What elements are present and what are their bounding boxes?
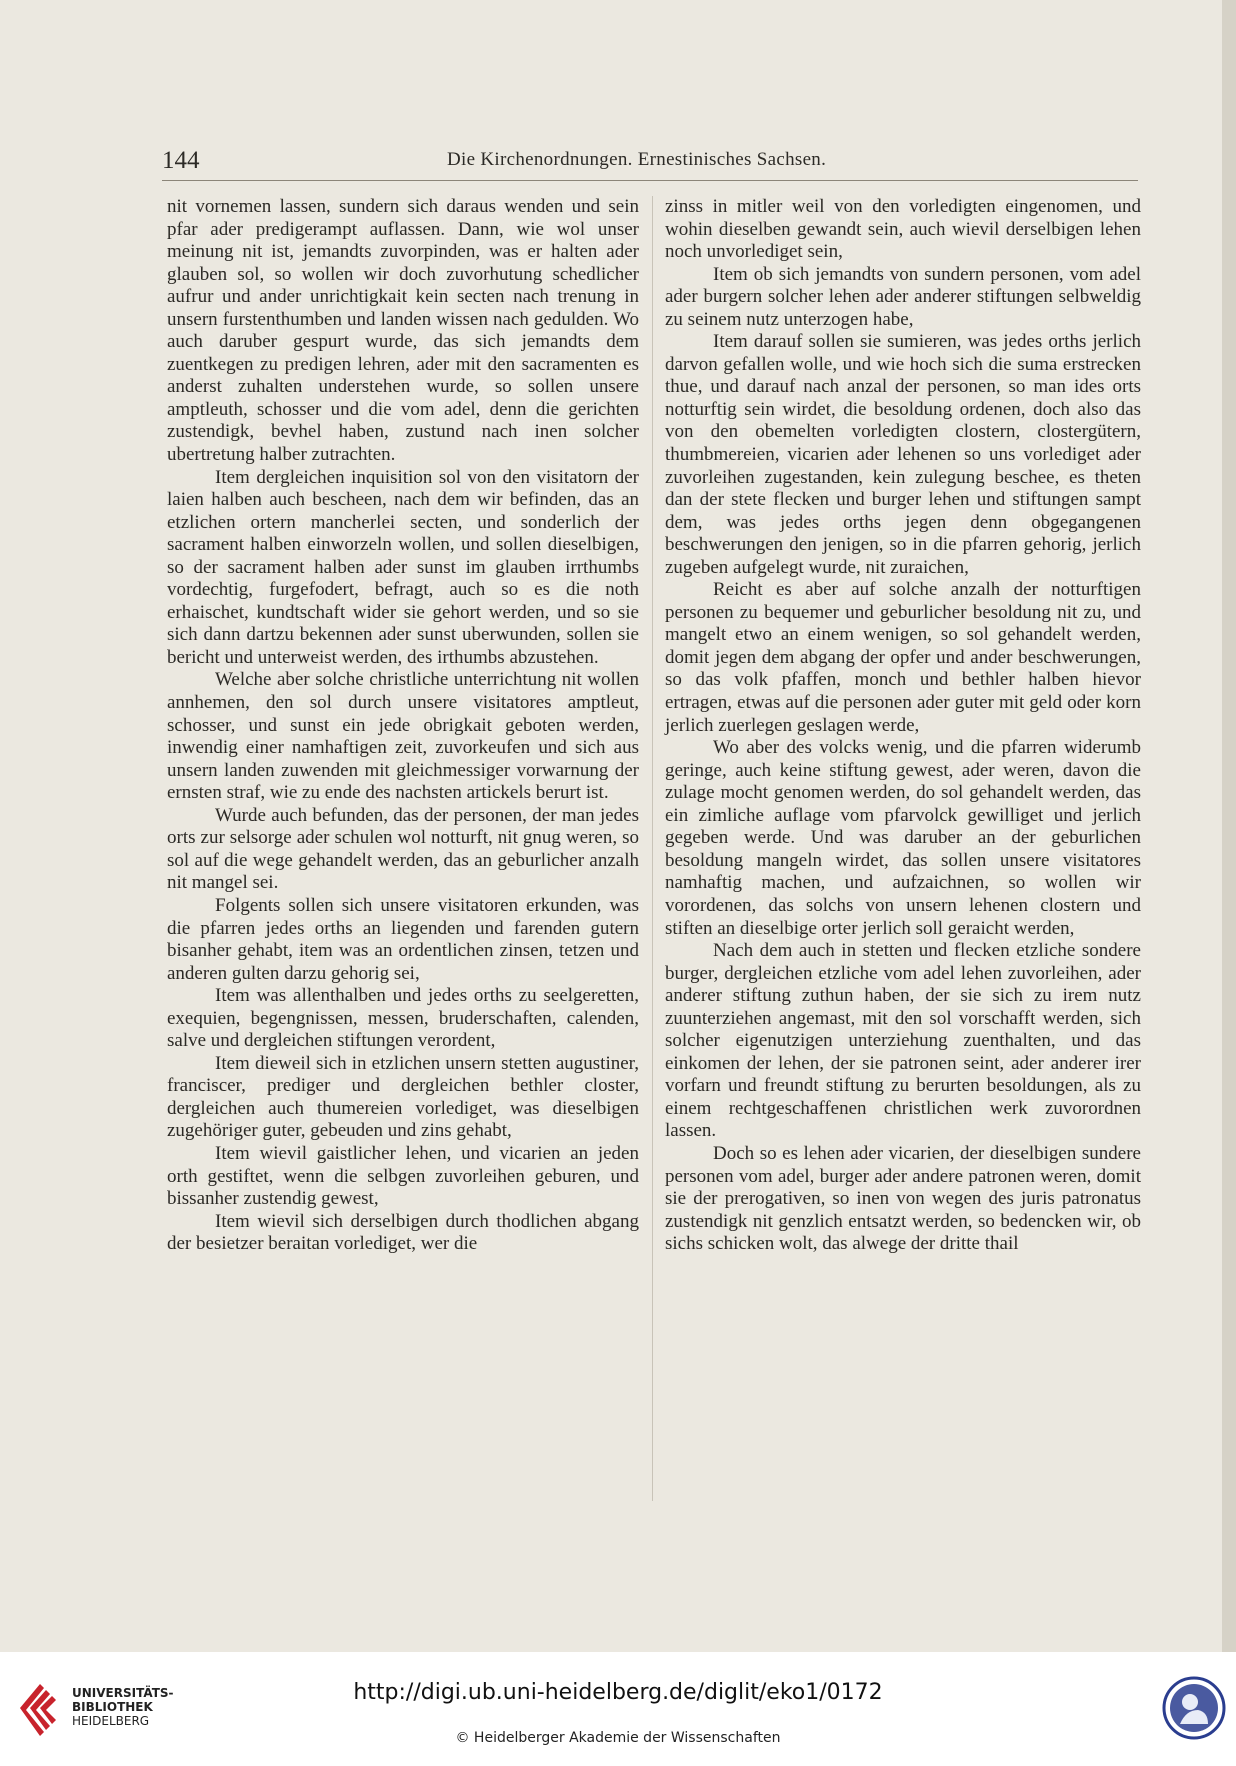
- library-name-line: HEIDELBERG: [72, 1714, 150, 1728]
- running-title: Die Kirchenordnungen. Ernestinisches Sachsen.: [447, 149, 827, 170]
- page-number: 144: [162, 147, 200, 174]
- paragraph: Item was allenthalben und jedes orths zu seelgeretten, exequien, begengnissen, messen, bruderschaften, calenden, salve und dergleichen stiftungen verordent,: [167, 985, 639, 1052]
- page-header: [162, 145, 1142, 181]
- paragraph: zinss in mitler weil von den vorledigten eingenomen, und wohin dieselben gewandt sein, auch wievil derselbigen lehen noch unvorlediget sein,: [665, 196, 1141, 263]
- paragraph: Item wievil sich derselbigen durch thodlichen abgang der besietzer beraitan vorlediget, wer die: [167, 1210, 639, 1255]
- paragraph: Nach dem auch in stetten und flecken etzliche sondere burger, dergleichen etzliche vom adel lehen zuvorleihen, ader anderer stiftung zuthun haben, der sie sich zu irem nutz zuunterziehen angemast, mit den sol vorschafft werden, sich solcher eigenutzigen unterziehung zuenthalten, und das einkomen der lehen, der sie patronen seint, ader anderer irer vorfarn und freundt stiftung zu berurten besoldungen, als zu einem rechtgeschaffenen christlichen werk zuvorordnen lassen.: [665, 940, 1141, 1142]
- paragraph: Wurde auch befunden, das der personen, der man jedes orts zur selsorge ader schulen wol notturft, nit gnug weren, so sol auf die wege gehandelt werden, das an geburlicher anzalh nit mangel sei.: [167, 804, 639, 894]
- right-text-column: [665, 196, 1141, 1256]
- paragraph: Item wievil gaistlicher lehen, und vicarien an jeden orth gestiftet, wenn die selbgen zuvorleihen geburen, und bissanher zustendig gewest,: [167, 1142, 639, 1210]
- paragraph: Wo aber des volcks wenig, und die pfarren widerumb geringe, auch keine stiftung gewest, ader weren, davon die zulage mocht genomen werden, do sol gehandelt werden, das ein zimliche auflage vom pfarvolck gewilliget und jerlich gegeben werde. Und was daruber an der geburlichen besoldung mangeln wirdet, das sollen unsere visitatores namhaftig machen, und aufzaichnen, so wollen wir vorordenen, das solchs von unsern lehenen clostern und stiften an dieselbige orter jerlich soll geraicht werden,: [665, 737, 1141, 939]
- paragraph: Reicht es aber auf solche anzalh der notturftigen personen zu bequemer und geburlicher besoldung nit zu, und mangelt etwo an einem wenigen, so sol gehandelt werden, domit jegen dem abgang der opfer und ander beschwerungen, so das volk pfaffen, monch und bethler halben hievor ertragen, etwas auf die personen ader guter mit geld oder korn jerlich zuerlegen geslagen werde,: [665, 579, 1141, 736]
- column-divider: [652, 196, 653, 1501]
- library-name-line: BIBLIOTHEK: [72, 1700, 153, 1714]
- header-rule: [162, 180, 1138, 181]
- paragraph: Folgents sollen sich unsere visitatoren erkunden, was die pfarren jedes orths an liegenden und farenden gutern bisanher gehabt, item was an ordentlichen zinsen, tetzen und anderen gulten darzu gehorig sei,: [167, 894, 639, 984]
- academy-seal-icon[interactable]: [1162, 1676, 1226, 1740]
- viewer-footer: [0, 1652, 1236, 1766]
- page-edge: [1222, 0, 1236, 1652]
- copyright-notice: © Heidelberger Akademie der Wissenschaften: [455, 1730, 781, 1746]
- paragraph: nit vornemen lassen, sundern sich daraus wenden und sein pfar ader predigerampt auflassen. Dann, wie wol unser meinung nit ist, jemandts zuvorpinden, was er halten ader glauben sol, so wollen wir doch zuvorhutung schedlicher aufrur und ander unrichtigkait kein secten nach trenung in unsern furstenthumben und landen wissen nach gedulden. Wo auch daruber gespurt wurde, das sich jemandts dem zuentkegen zu predigen lehren, ader mit den sacramenten es anderst zuhalten understehen wurde, so sollen unsere amptleuth, schosser und die vom adel, denn die gerichten zustendigk, bevhel haben, zustund nach inen solcher ubertretung halber zutrachten.: [167, 196, 639, 466]
- permalink-url[interactable]: http://digi.ub.uni-heidelberg.de/diglit/eko1/0172: [353, 1680, 883, 1705]
- library-name-line: UNIVERSITÄTS-: [72, 1686, 174, 1700]
- left-text-column: [167, 196, 639, 1256]
- paragraph: Doch so es lehen ader vicarien, der dieselbigen sundere personen vom adel, burger ader andere patronen weren, domit sie der prerogativen, so inen von wegen des juris patronatus zustendigk nit genzlich entsatzt werden, so bedencken wir, ob sichs schicken wolt, das alwege der dritte thail: [665, 1142, 1141, 1255]
- paragraph: Item dergleichen inquisition sol von den visitatorn der laien halben auch bescheen, nach dem wir befinden, das an etzlichen ortern mancherlei secten, und sonderlich der sacrament halben einworzeln wollen, und sollen dieselbigen, so der sacrament halben ader sunst im glauben irrthumbs vordechtig, furgefodert, befragt, auch so es die noth erhaischet, kundtschaft wider sie gehort werden, und so sie sich dann dartzu bekennen ader sunst uberwunden, sollen sie bericht und unterweist werden, des irthumbs abzustehen.: [167, 466, 639, 668]
- paragraph: Item darauf sollen sie sumieren, was jedes orths jerlich darvon gefallen wolle, und wie hoch sich die suma erstrecken thue, und darauf nach anzal der personen, so man ides orts notturftig sein wirdet, die besoldung ordenen, doch also das von den obemelten vorledigten clostern, clostergütern, thumbmereien, vicarien ader lehenen so uns vorlediget ader zuvorleihen zugestanden, kein zulegung beschee, es theten dan der stete flecken und burger lehen und stiftungen sampt dem, was jedes orths jegen denn obgegangenen beschwerungen den jenigen, so in die pfarren gehorig, jerlich zugeben aufgelegt wurde, nit zuraichen,: [665, 331, 1141, 578]
- paragraph: Item dieweil sich in etzlichen unsern stetten augustiner, franciscer, prediger und dergleichen bethler closter, dergleichen auch thumereien vorlediget, was dieselbigen zugehöriger guter, gebeuden und zins gehabt,: [167, 1052, 639, 1142]
- paragraph: Welche aber solche christliche unterrichtung nit wollen annhemen, den sol durch unsere visitatores amptleut, schosser, und sunst ein jede obrigkait geboten werden, inwendig einer namhaftigen zeit, zuvorkeufen und sich aus unsern landen zuwenden mit gleichmessiger vorwarnung der ernsten straf, wie zu ende des nachsten artickels berurt ist.: [167, 669, 639, 804]
- paragraph: Item ob sich jemandts von sundern personen, vom adel ader burgern solcher lehen ader anderer stiftungen selbweldig zu seinem nutz unterzogen habe,: [665, 263, 1141, 330]
